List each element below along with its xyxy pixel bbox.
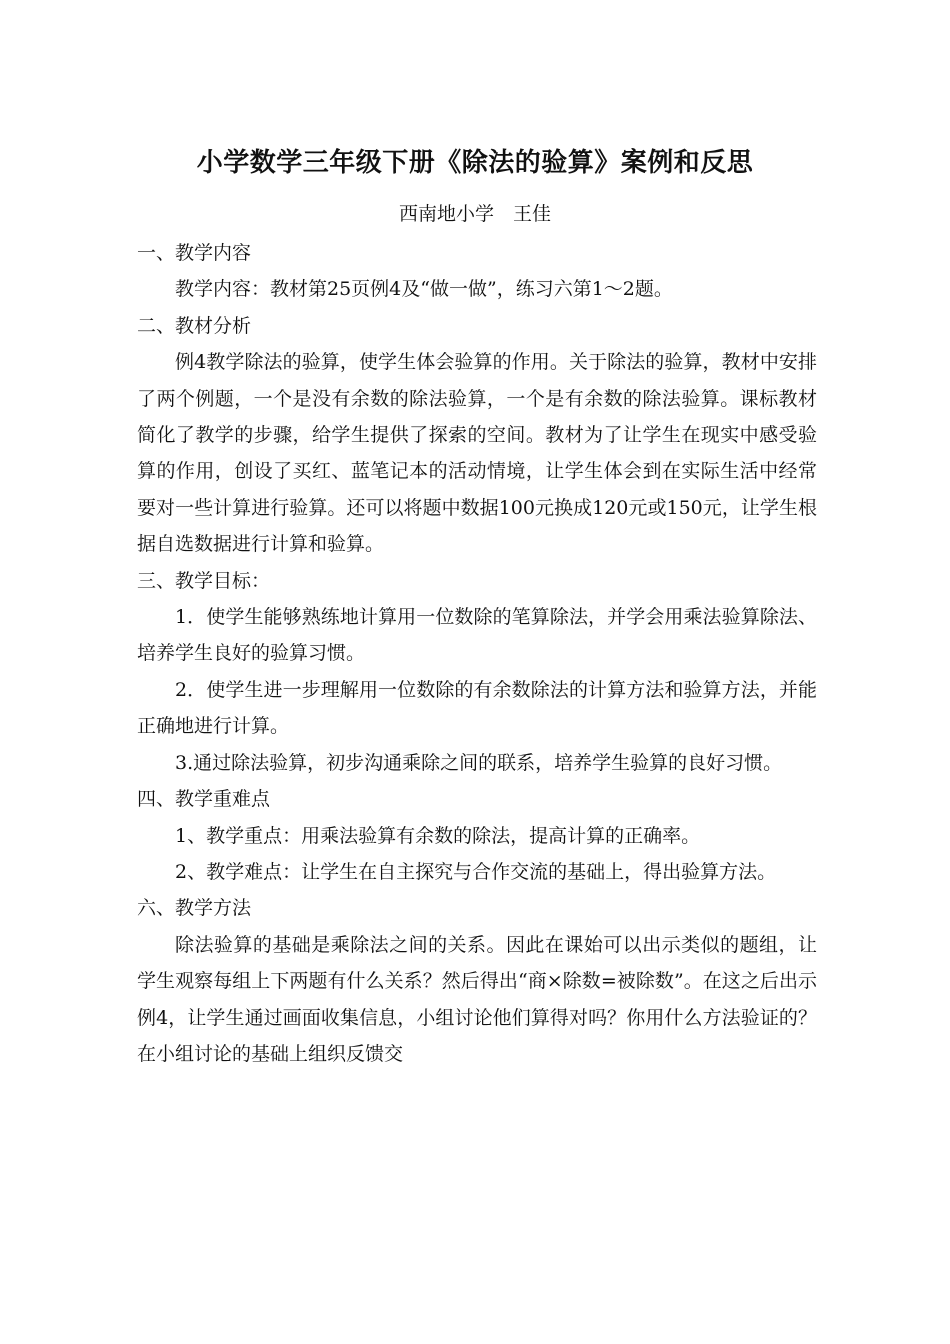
paragraph-goal-3: 3.通过除法验算，初步沟通乘除之间的联系，培养学生验算的良好习惯。: [175, 751, 783, 774]
section-heading-goals: 三、教学目标：: [137, 569, 271, 592]
document-title: 小学数学三年级下册《除法的验算》案例和反思: [196, 148, 754, 178]
author-line: 西南地小学 王佳: [398, 203, 551, 225]
document-body: [137, 235, 817, 1072]
paragraph-methods: 除法验算的基础是乘除法之间的关系。因此在课始可以出示类似的题组，让学生观察每组上下两题有什么关系？然后得出“商×除数=被除数”。在这之后出示例4，让学生通过画面收集信息，小组讨论他们算得对吗？你用什么方法验证的？在小组讨论的基础上组织反馈交: [137, 933, 817, 1065]
paragraph-goal-1: 1．使学生能够熟练地计算用一位数除的笔算除法，并学会用乘法验算除法、培养学生良好的验算习惯。: [137, 606, 817, 665]
paragraph-keypoint: 1、教学重点：用乘法验算有余数的除法，提高计算的正确率。: [175, 824, 701, 847]
section-heading-methods: 六、教学方法: [137, 897, 252, 920]
section-heading-keypoints: 四、教学重难点: [137, 788, 271, 811]
paragraph-difficulty: 2、教学难点：让学生在自主探究与合作交流的基础上，得出验算方法。: [175, 860, 777, 883]
section-heading-analysis: 二、教材分析: [137, 314, 252, 337]
section-heading-content: 一、教学内容: [137, 242, 252, 264]
paragraph-goal-2: 2．使学生进一步理解用一位数除的有余数除法的计算方法和验算方法，并能正确地进行计算。: [137, 678, 817, 738]
paragraph-content: 教学内容：教材第25页例4及“做一做”，练习六第1～2题。: [175, 278, 673, 301]
paragraph-analysis: 例4教学除法的验算，使学生体会验算的作用。关于除法的验算，教材中安排了两个例题，一个是没有余数的除法验算，一个是有余数的除法验算。课标教材简化了教学的步骤，给学生提供了探索的空间。教材为了让学生在现实中感受验算的作用，创设了买红、蓝笔记本的活动情境，让学生体会到在实际生活中经常要对一些计算进行验算。还可以将题中数据100元换成120元或150元，让学生根据自选数据进行计算和验算。: [137, 351, 817, 556]
